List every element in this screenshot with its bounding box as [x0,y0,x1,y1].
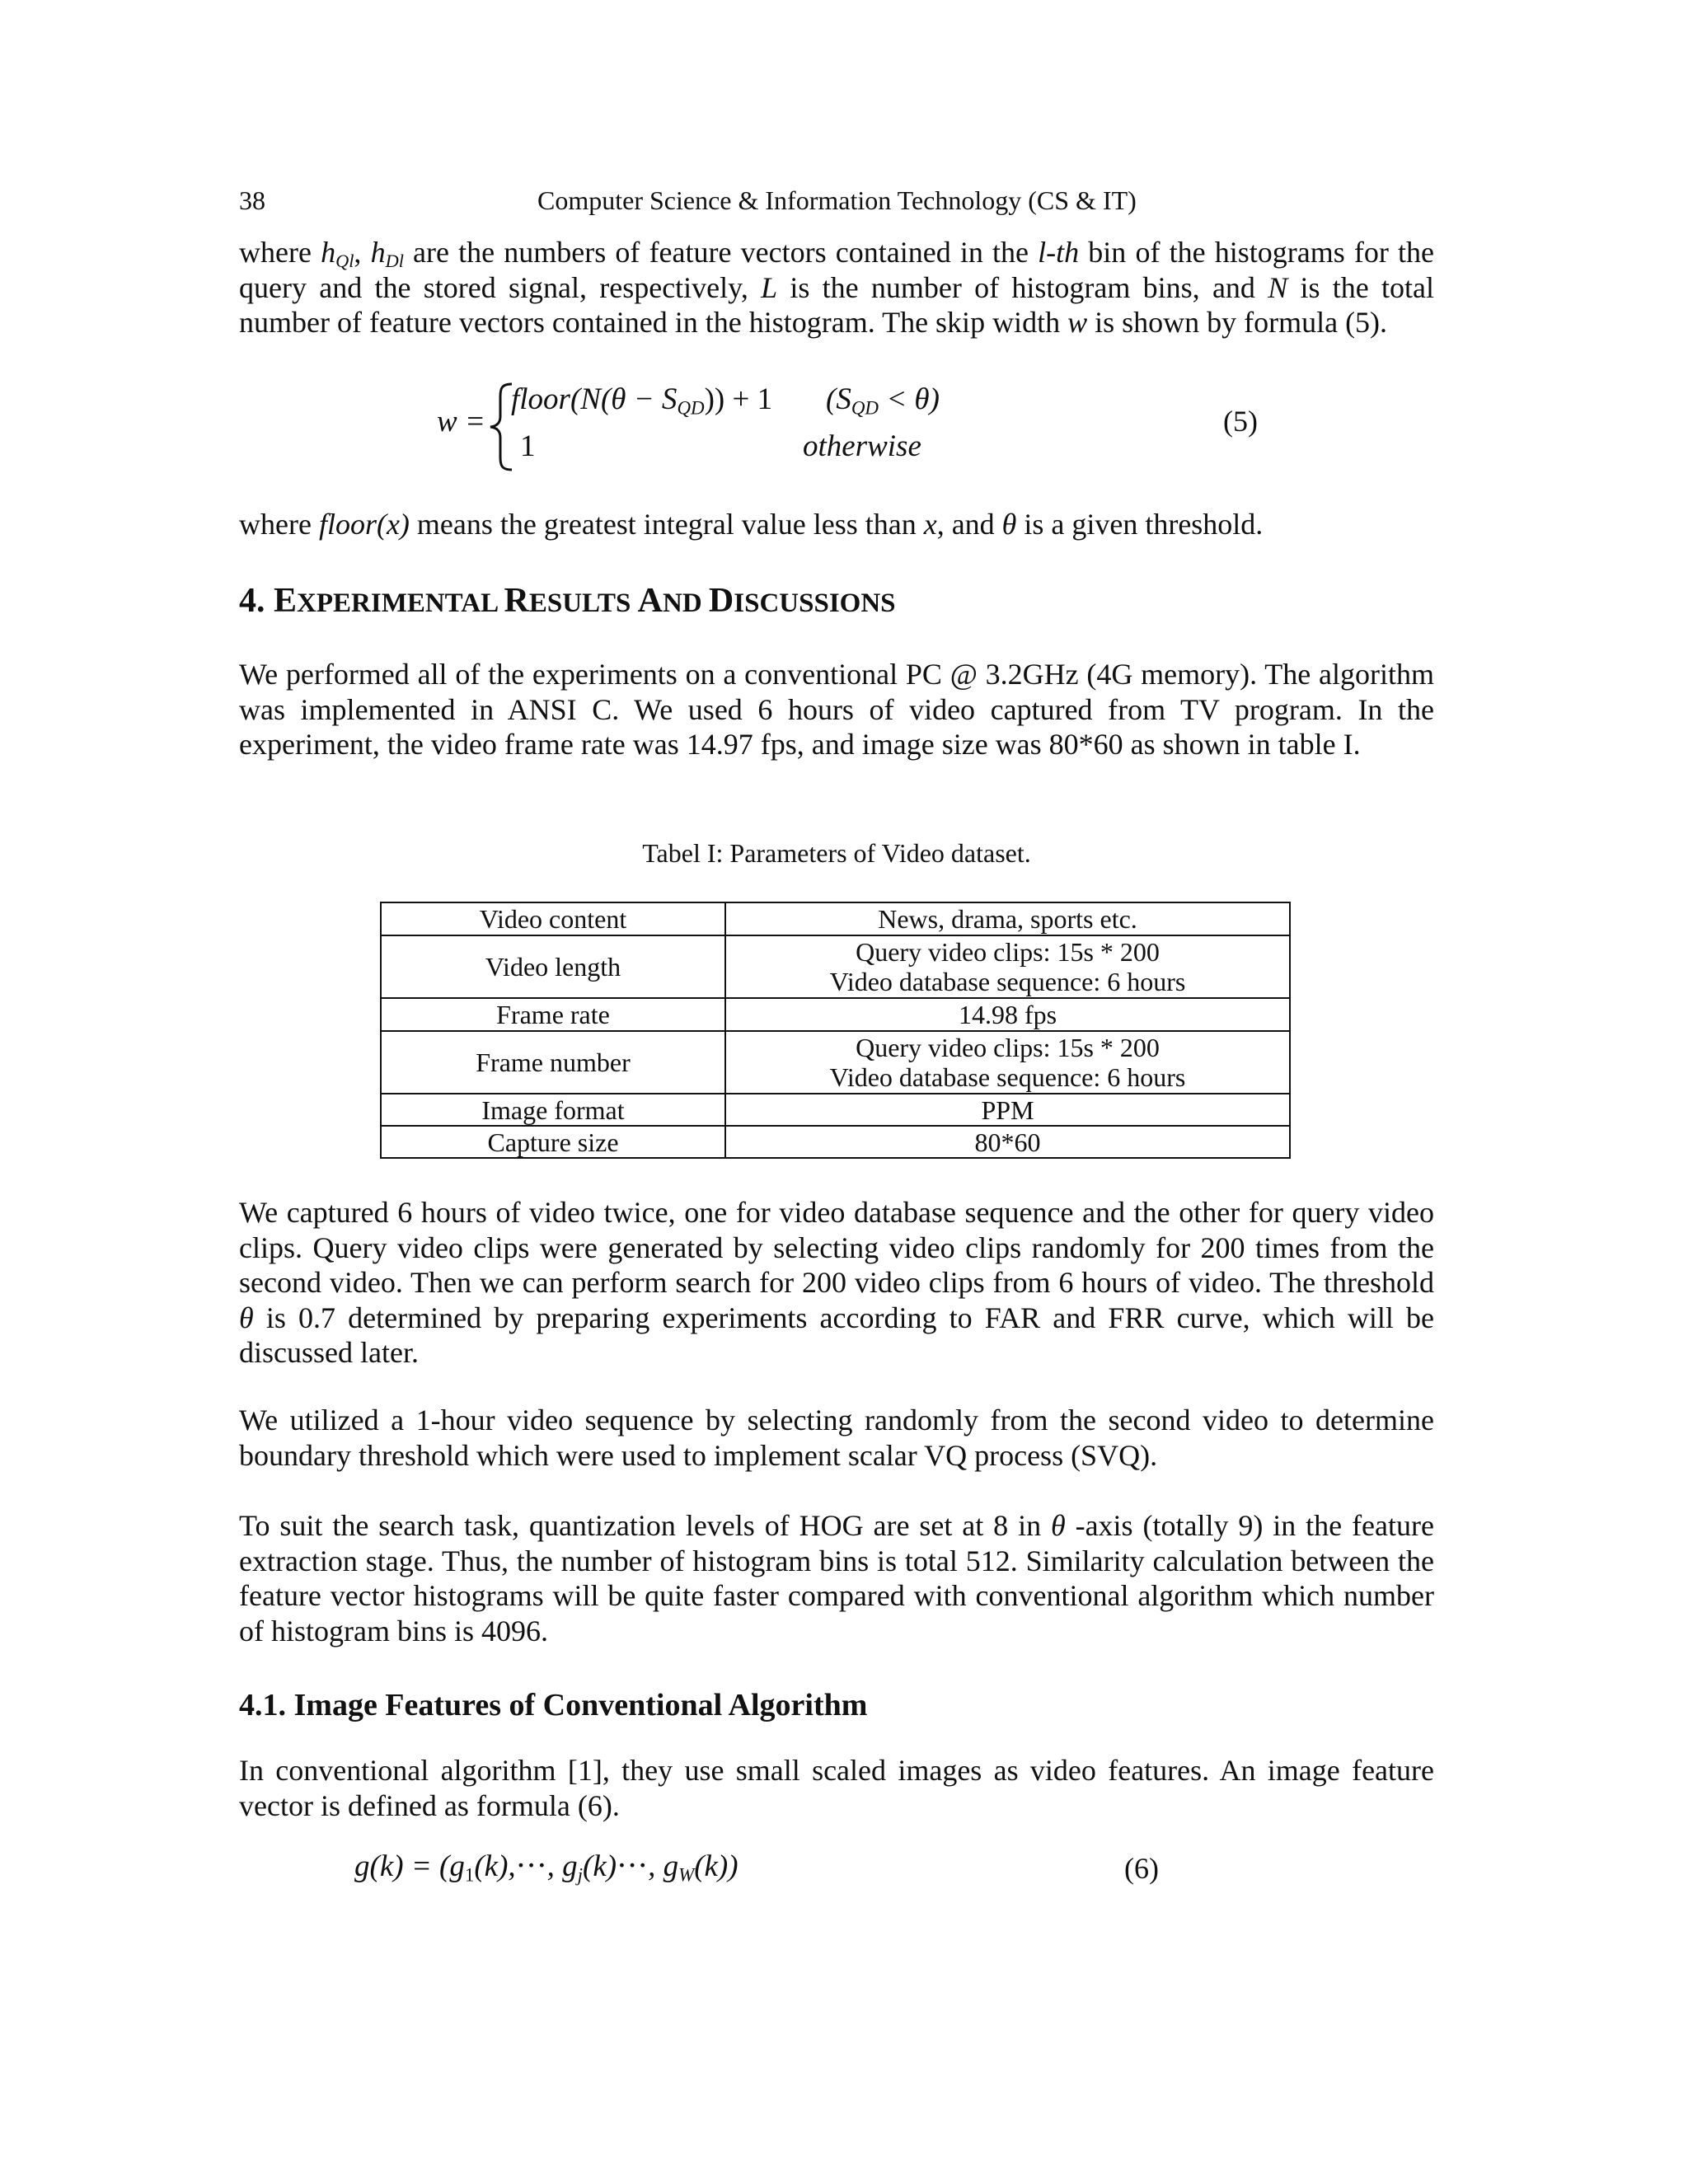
heading-part: E [274,582,298,620]
equation-term: (S [826,382,851,416]
text-span: is shown by formula (5). [1087,306,1388,339]
table-row [381,935,1290,998]
equation-6 [354,1848,738,1884]
heading-part: ISCUSSIONS [734,588,896,618]
page-number: 38 [239,185,265,215]
section-heading-4 [239,581,896,621]
equation-term: )) + 1 [704,382,773,416]
table-cell-line: Query video clips: 15s * 200 [856,937,1160,967]
heading-part: 4. [239,582,274,620]
equation-6-number: (6) [1124,1852,1159,1885]
symbol-w: w [1067,306,1088,339]
paragraph-floor-definition [239,507,1434,542]
text-span: is 0.7 determined by preparing experiments according to FAR and FRR curve, which will be discussed later. [239,1301,1434,1369]
table-cell-line: Query video clips: 15s * 200 [856,1033,1160,1062]
paragraph-experiment-setup: We performed all of the experiments on a conventional PC @ 3.2GHz (4G memory). The algorithm was implemented in ANSI C. We used 6 hours of video captured from TV program. In the experiment, the video frame rate was 14.97 fps, and image size was 80*60 as shown in table I. [239,658,1434,761]
symbol-floor: floor(x) [318,508,410,541]
heading-part: ND [663,588,709,618]
table-cell-value [725,935,1290,998]
symbol-N: N [1268,270,1288,304]
text-span: is the number of histogram bins, and [777,270,1268,304]
symbol-h: h [321,236,336,269]
equation-5-case1 [511,382,772,417]
table-cell-value: PPM [725,1094,1290,1126]
table-cell-key: Video content [381,902,725,935]
symbol-x: x [923,508,937,541]
table-row [381,1031,1290,1094]
heading-part: R [504,582,529,620]
paragraph-histogram-definition [239,235,1434,340]
table-cell-line: Video database sequence: 6 hours [829,967,1186,996]
heading-part: D [708,582,734,620]
text-span: -axis (totally 9) in the feature extraction stage. Thus, the number of histogram bins is total 512. Similarity calculation between the feature vector histograms will be quite faster compared with conventional algorithm which number of histogram bins is 4096. [239,1509,1434,1647]
table-cell-key: Image format [381,1094,725,1126]
text-span: , and [936,508,1002,541]
text-span: is a given threshold. [1016,508,1264,541]
subscript: QD [677,397,705,419]
text-span: where [239,236,321,269]
table-cell-value: 14.98 fps [725,998,1290,1031]
paragraph-capture-description [239,1195,1434,1371]
symbol-theta: θ [1050,1509,1066,1542]
text-span: are the numbers of feature vectors contained in the [403,236,1039,269]
text-span: bin of the histograms for the query and the stored signal, respectively, [239,236,1434,304]
equation-term: g(k) = (g [354,1849,465,1883]
symbol-theta: θ [239,1301,254,1334]
table-cell-key: Video length [381,935,725,998]
table-row [381,902,1290,935]
heading-part: XPERIMENTAL [297,588,504,618]
equation-5-condition1 [826,382,940,417]
running-header: Computer Science & Information Technology (CS & IT) [537,185,1137,215]
table-caption: Tabel I: Parameters of Video dataset. [642,838,1031,868]
table-cell-key: Frame rate [381,998,725,1031]
parameters-table [380,902,1291,1159]
section-heading-4-1: 4.1. Image Features of Conventional Algorithm [239,1688,868,1722]
subscript: QD [851,397,879,419]
table-cell-value: 80*60 [725,1126,1290,1158]
equation-5-lhs: w = [437,405,485,438]
table-cell-line: Video database sequence: 6 hours [829,1062,1186,1092]
heading-part: ESULTS [528,588,638,618]
equation-term: (k),⋅⋅⋅, g [474,1849,578,1883]
subscript: Ql [335,251,354,272]
equation-5-number: (5) [1223,405,1258,438]
symbol-h: h [370,236,386,269]
subscript: W [678,1864,695,1886]
text-span: To suit the search task, quantization levels of HOG are set at 8 in [239,1509,1051,1542]
text-span: is the total number of feature vectors contained in the histogram. The skip width [239,270,1435,339]
paragraph-conventional-features: In conventional algorithm [1], they use small scaled images as video features. An image feature vector is defined as formula (6). [239,1754,1434,1822]
table-cell-value: News, drama, sports etc. [725,902,1290,935]
subscript: j [577,1864,584,1886]
symbol-lth: l-th [1038,236,1080,269]
equation-5-condition2: otherwise [803,429,921,463]
subscript: 1 [464,1864,475,1886]
symbol-L: L [761,270,778,304]
paragraph-svq: We utilized a 1-hour video sequence by selecting randomly from the second video to determine boundary threshold which were used to implement scalar VQ process (SVQ). [239,1404,1434,1472]
symbol-theta: θ [1001,508,1017,541]
table-row [381,998,1290,1031]
paragraph-hog-quantization [239,1508,1434,1648]
text-span: , [354,236,371,269]
text-span: where [239,508,319,541]
equation-term: (k)) [694,1849,738,1883]
equation-term: (k)⋅⋅⋅, g [583,1849,679,1883]
heading-part: A [637,582,663,620]
text-span: means the greatest integral value less than [409,508,924,541]
subscript: Dl [385,251,404,272]
equation-term: < θ) [878,382,940,416]
table-row [381,1126,1290,1158]
equation-term: (N(θ − S [570,382,678,416]
text-span: We captured 6 hours of video twice, one for video database sequence and the other for query video clips. Query video clips were generated by selecting video clips randomly for 200 times from the second video. Then we can perform search for 200 video clips from 6 hours of video. The threshold [239,1196,1434,1299]
equation-term: floor [511,382,570,416]
table-cell-key: Frame number [381,1031,725,1094]
equation-5-case2: 1 [520,429,536,463]
table-cell-key: Capture size [381,1126,725,1158]
table-cell-value [725,1031,1290,1094]
table-row [381,1094,1290,1126]
